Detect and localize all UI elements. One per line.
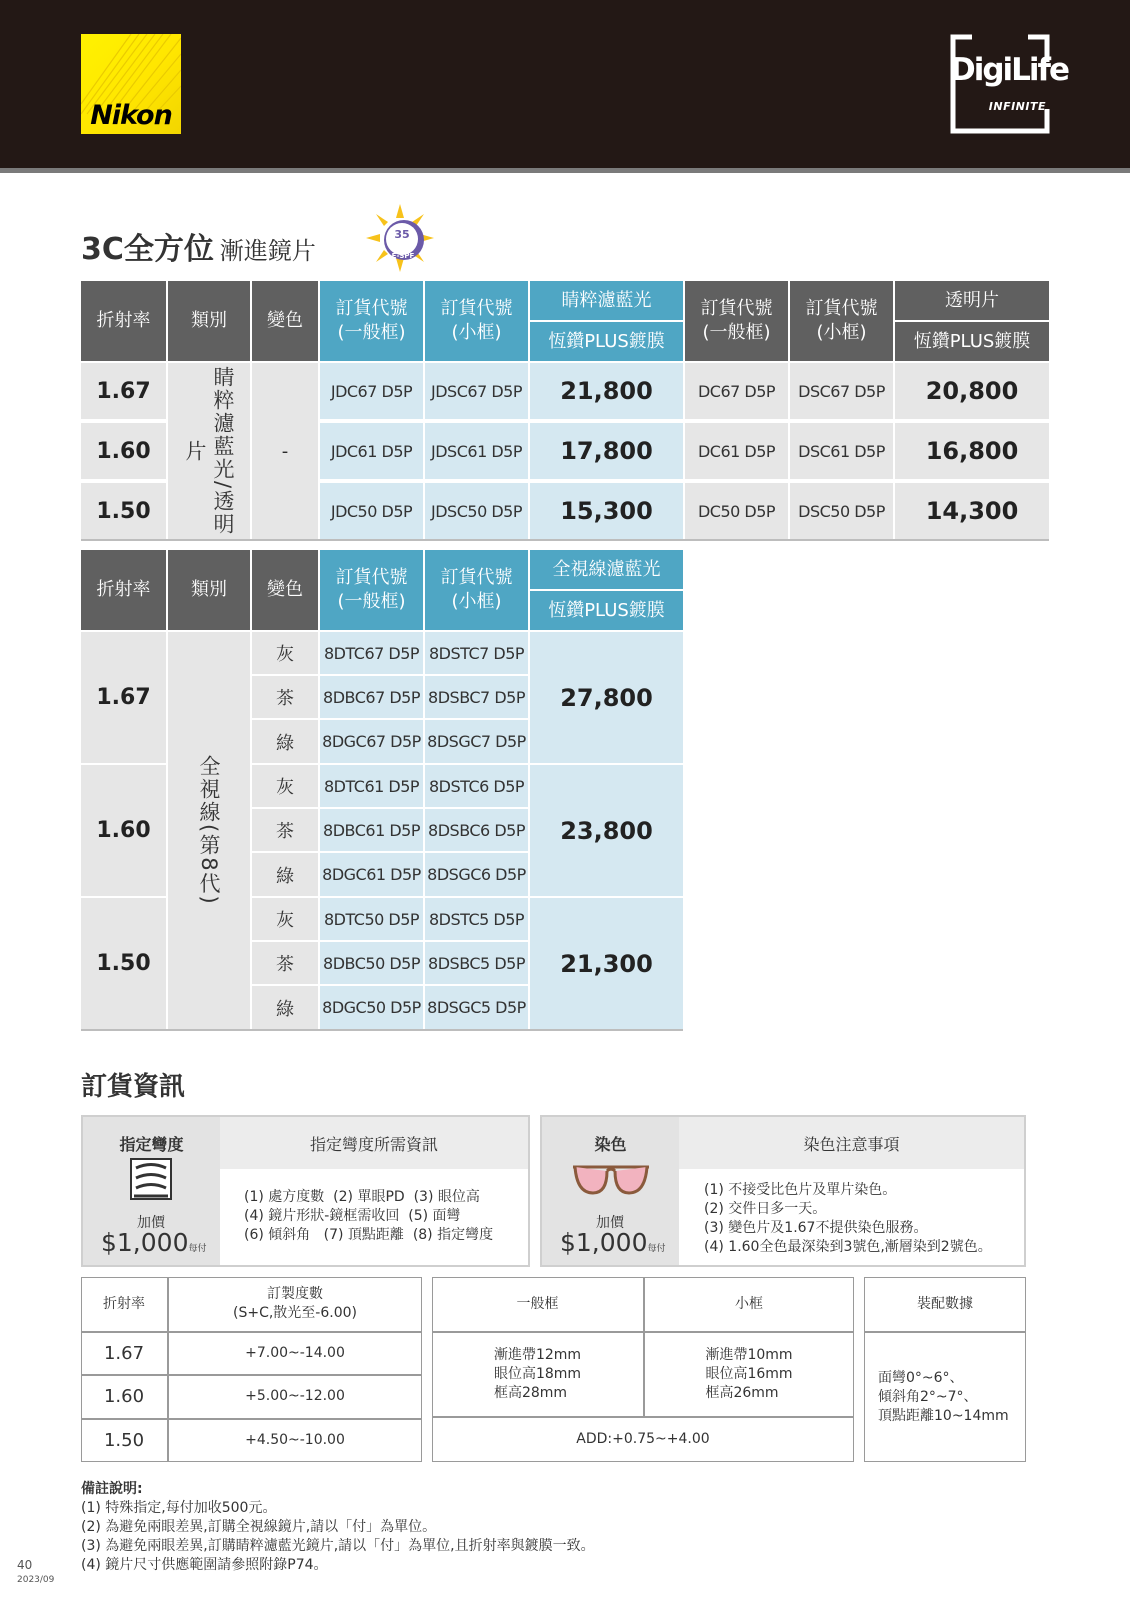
- note-item: (3) 為避免兩眼差異,訂購睛粹濾藍光鏡片,請以「付」為單位,且折射率與鍍膜一致。: [81, 1538, 595, 1554]
- t1-header-category: 類別: [168, 281, 250, 361]
- t1-row1-code-regular: JDC67 D5P: [320, 363, 423, 419]
- t2-group3-price: 21,300: [530, 898, 683, 1029]
- tint-label: 染色: [542, 1117, 679, 1169]
- frame-header-small: 小框: [735, 1295, 763, 1312]
- t1-row3-code-regular: JDC50 D5P: [320, 483, 423, 539]
- nikon-logo: [81, 34, 181, 134]
- t1-header-clear-code-regular: 訂貨代號 (一般框): [685, 281, 788, 361]
- t2-g1-r1-code-regular: 8DTC67 D5P: [320, 632, 423, 674]
- t2-g3-r1-code-regular: 8DTC50 D5P: [320, 898, 423, 940]
- t1-header-clear-coating: 恆鑽PLUS鍍膜: [895, 322, 1049, 361]
- t1-row3-clear-price: 14,300: [895, 483, 1049, 539]
- t2-group2-index: 1.60: [81, 765, 166, 896]
- t1-row1-code-small: JDSC67 D5P: [425, 363, 528, 419]
- t1-header-code-regular: 訂貨代號 (一般框): [320, 281, 423, 361]
- tinted-glasses-icon: [571, 1161, 651, 1197]
- t2-g2-r1-color: 灰: [252, 765, 318, 807]
- t2-header-code-regular: 訂貨代號 (一般框): [320, 550, 423, 630]
- t2-category-text: 全視線(第8代): [197, 755, 221, 906]
- tint-price-unit: 每付: [647, 1244, 666, 1254]
- curve-label: 指定彎度: [83, 1117, 220, 1169]
- t1-row3-code-small: JDSC50 D5P: [425, 483, 528, 539]
- t1-row2-code-small: JDSC61 D5P: [425, 423, 528, 479]
- t2-g3-r2-code-regular: 8DBC50 D5P: [320, 942, 423, 984]
- t1-row1-clear-price: 20,800: [895, 363, 1049, 419]
- t1-row3-clear-code-regular: DC50 D5P: [685, 483, 788, 539]
- range-row2-index: 1.60: [103, 1386, 145, 1407]
- t2-g3-r3-code-regular: 8DGC50 D5P: [320, 986, 423, 1029]
- t1-photochromic-cell: -: [252, 363, 318, 539]
- t2-g2-r1-code-regular: 8DTC61 D5P: [320, 765, 423, 807]
- curve-price-unit: 每付: [188, 1244, 207, 1254]
- t2-g3-r3-code-small: 8DSGC5 D5P: [425, 986, 528, 1029]
- t2-g2-r3-color: 綠: [252, 853, 318, 896]
- espf-label: E-SPF: [391, 252, 415, 260]
- title-main: 3C全方位: [81, 232, 214, 267]
- tint-info-list: (1) 不接受比色片及單片染色。 (2) 交件日多一天。 (3) 變色片及1.67不提供染色服務。 (4) 1.60全色最深染到3號色,漸層染到2號色。: [704, 1182, 992, 1255]
- t2-g1-r2-code-small: 8DSBC7 D5P: [425, 676, 528, 718]
- espf-badge: [366, 204, 434, 272]
- curve-price: [101, 1228, 207, 1257]
- notes-title: 備註說明:: [81, 1481, 143, 1497]
- t1-header-clear-group: 透明片: [895, 281, 1049, 320]
- fitting-header: 裝配數據: [917, 1295, 973, 1312]
- t2-g3-r2-color: 茶: [252, 942, 318, 984]
- t2-header-category: 類別: [168, 550, 250, 630]
- note-item: (2) 為避免兩眼差異,訂購全視線鏡片,請以「付」為單位。: [81, 1519, 437, 1535]
- t1-row2-clear-code-small: DSC61 D5P: [790, 423, 893, 479]
- digilife-logo: [950, 34, 1069, 134]
- t2-g3-r2-code-small: 8DSBC5 D5P: [425, 942, 528, 984]
- t1-row1-blue-price: 21,800: [530, 363, 683, 419]
- t1-row2-clear-price: 16,800: [895, 423, 1049, 479]
- t1-header-index: 折射率: [81, 281, 166, 361]
- frame-header-regular: 一般框: [516, 1295, 559, 1312]
- t2-header-photochromic: 變色: [252, 550, 318, 630]
- order-info-title: 訂貨資訊: [81, 1072, 186, 1102]
- t2-g3-r1-color: 灰: [252, 898, 318, 940]
- t2-g2-r2-color: 茶: [252, 809, 318, 851]
- t2-g1-r2-code-regular: 8DBC67 D5P: [320, 676, 423, 718]
- t2-g2-r3-code-small: 8DSGC6 D5P: [425, 853, 528, 896]
- t2-header-group: 全視線濾藍光: [530, 550, 683, 589]
- t2-header-code-small: 訂貨代號 (小框): [425, 550, 528, 630]
- t1-bottom-rule: [81, 539, 1049, 541]
- banner-divider: [0, 168, 1130, 173]
- t2-g2-r3-code-regular: 8DGC61 D5P: [320, 853, 423, 896]
- t2-g1-r3-code-small: 8DSGC7 D5P: [425, 720, 528, 763]
- note-item: (1) 特殊指定,每付加收500元。: [81, 1500, 277, 1516]
- range-row1-index: 1.67: [103, 1342, 145, 1364]
- t1-row1-clear-code-small: DSC67 D5P: [790, 363, 893, 419]
- frame-regular-values: 漸進帶12mm 眼位高18mm 框高28mm: [493, 1346, 582, 1401]
- t2-header-index: 折射率: [81, 550, 166, 630]
- range-row2-range: +5.00~-12.00: [245, 1388, 345, 1404]
- t1-row2-index: 1.60: [81, 423, 166, 479]
- page-date: 2023/09: [17, 1575, 55, 1585]
- t2-g1-r1-code-small: 8DSTC7 D5P: [425, 632, 528, 674]
- t2-g2-r2-code-regular: 8DBC61 D5P: [320, 809, 423, 851]
- t2-header-coating: 恆鑽PLUS鍍膜: [530, 591, 683, 630]
- t2-g1-r3-code-regular: 8DGC67 D5P: [320, 720, 423, 763]
- t2-group3-index: 1.50: [81, 898, 166, 1029]
- page-title: [81, 224, 316, 268]
- range-header-range: 訂製度數 (S+C,散光至-6.00): [233, 1286, 357, 1321]
- add-range: ADD:+0.75~+4.00: [576, 1431, 710, 1447]
- frame-small-values: 漸進帶10mm 眼位高16mm 框高26mm: [705, 1346, 793, 1401]
- curve-info-header: 指定彎度所需資訊: [220, 1117, 528, 1169]
- t1-row1-index: 1.67: [81, 363, 166, 419]
- t1-row3-index: 1.50: [81, 483, 166, 539]
- t1-row2-code-regular: JDC61 D5P: [320, 423, 423, 479]
- range-row3-index: 1.50: [103, 1430, 145, 1451]
- t1-header-blue-coating: 恆鑽PLUS鍍膜: [530, 322, 683, 361]
- note-item: (4) 鏡片尺寸供應範圍請參照附錄P74。: [81, 1557, 328, 1573]
- t1-header-code-small: 訂貨代號 (小框): [425, 281, 528, 361]
- range-header-index: 折射率: [103, 1295, 145, 1312]
- t2-bottom-rule: [81, 1029, 683, 1031]
- curve-lens-icon: [130, 1158, 172, 1200]
- tint-info-header: 染色注意事項: [679, 1117, 1024, 1169]
- t2-g2-r2-code-small: 8DSBC6 D5P: [425, 809, 528, 851]
- range-row1-range: +7.00~-14.00: [245, 1344, 345, 1361]
- t2-g3-r1-code-small: 8DSTC5 D5P: [425, 898, 528, 940]
- t2-g3-r3-color: 綠: [252, 986, 318, 1029]
- fitting-values: 面彎0°~6°、 傾斜角2°~7°、 頂點距離10~14mm: [878, 1369, 1009, 1424]
- t1-row2-blue-price: 17,800: [530, 423, 683, 479]
- t1-row1-clear-code-regular: DC67 D5P: [685, 363, 788, 419]
- t2-g1-r1-color: 灰: [252, 632, 318, 674]
- t2-g2-r1-code-small: 8DSTC6 D5P: [425, 765, 528, 807]
- t1-row3-clear-code-small: DSC50 D5P: [790, 483, 893, 539]
- t2-category-cell: [168, 632, 250, 1029]
- t2-g1-r3-color: 綠: [252, 720, 318, 763]
- page-number: 40: [17, 1558, 33, 1572]
- t1-row2-clear-code-regular: DC61 D5P: [685, 423, 788, 479]
- t2-group1-index: 1.67: [81, 632, 166, 763]
- digilife-wordmark: DigiLife: [950, 52, 1069, 88]
- nikon-wordmark: Nikon: [90, 100, 172, 131]
- t1-header-photochromic: 變色: [252, 281, 318, 361]
- t1-header-clear-code-small: 訂貨代號 (小框): [790, 281, 893, 361]
- t2-group1-price: 27,800: [530, 632, 683, 763]
- tint-price-value: $1,000: [560, 1228, 648, 1257]
- curve-add-label: 加價: [137, 1215, 165, 1231]
- notes: [81, 1480, 595, 1575]
- t2-group2-price: 23,800: [530, 765, 683, 896]
- digilife-subtitle: INFINITE: [988, 100, 1046, 113]
- title-sub: 漸進鏡片: [219, 237, 316, 265]
- t1-category-cell: [168, 363, 250, 539]
- t2-g1-r2-color: 茶: [252, 676, 318, 718]
- t1-header-blue-group: 睛粹濾藍光: [530, 281, 683, 320]
- curve-price-value: $1,000: [101, 1228, 189, 1257]
- curve-info-list: (1) 處方度數 (2) 單眼PD (3) 眼位高 (4) 鏡片形狀-鏡框需收回 (5) 面彎 (6) 傾斜角 (7) 頂點距離 (8) 指定彎度: [244, 1189, 494, 1243]
- range-row3-range: +4.50~-10.00: [245, 1432, 345, 1448]
- tint-add-label: 加價: [596, 1215, 624, 1231]
- t1-row3-blue-price: 15,300: [530, 483, 683, 539]
- t1-category-text: 睛粹濾藍光/透明片: [183, 365, 235, 537]
- espf-number: 35: [394, 228, 410, 241]
- tint-price: [560, 1228, 666, 1257]
